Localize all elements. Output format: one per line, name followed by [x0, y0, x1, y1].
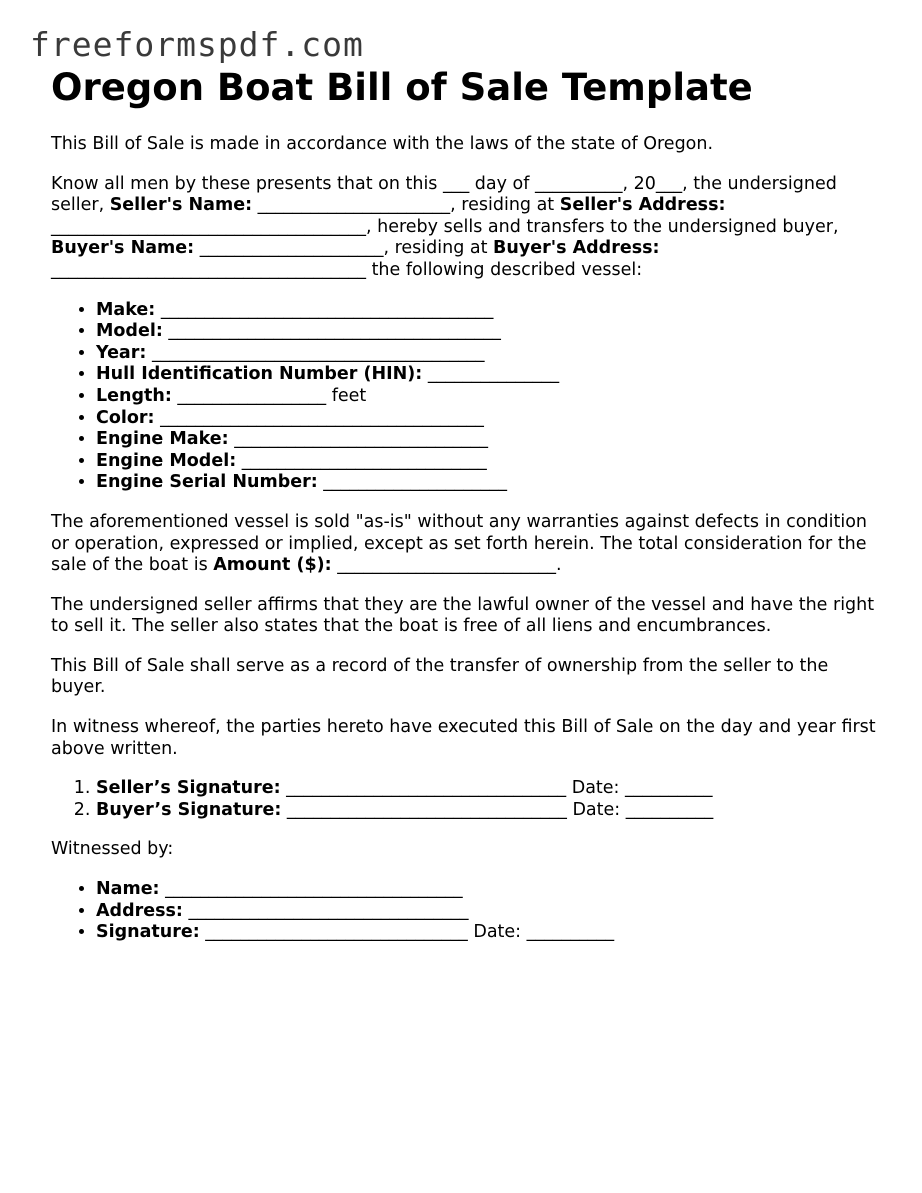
field-engine-serial: [96, 472, 881, 494]
field-blank: _____________________________: [228, 429, 488, 450]
vessel-fields-list: [51, 300, 881, 494]
seller-address-blank: ____________________________________, hereby sells and transfers to the undersigned buyer,: [51, 216, 839, 237]
page-title: Oregon Boat Bill of Sale Template: [51, 66, 753, 109]
signature-label: Seller’s Signature:: [96, 778, 281, 799]
field-label: Length:: [96, 385, 172, 406]
field-label: Engine Serial Number:: [96, 472, 318, 493]
field-length: [96, 386, 881, 408]
field-label: Model:: [96, 321, 163, 342]
field-label: Hull Identification Number (HIN):: [96, 364, 423, 385]
presents-text-1: Know all men by these presents that on this ___ day of __________, 20___, the undersigned seller,: [51, 173, 837, 216]
field-blank: _____________________________________: [154, 407, 484, 428]
field-engine-model: [96, 451, 881, 473]
field-hin: [96, 364, 881, 386]
affirm-paragraph: The undersigned seller affirms that they are the lawful owner of the vessel and have the right to sell it. The seller also states that the boat is free of all liens and encumbrances.: [51, 594, 875, 637]
field-blank: ________________________________: [182, 900, 469, 921]
field-blank: ______________________________________: [162, 321, 501, 342]
field-label: Name:: [96, 879, 160, 900]
field-blank: _____________________: [317, 472, 508, 493]
buyer-name-blank: _____________________, residing at: [194, 238, 494, 259]
witness-statement: In witness whereof, the parties hereto have executed this Bill of Sale on the day and year first above written.: [51, 717, 876, 759]
buyer-address-label: Buyer's Address:: [493, 238, 660, 259]
field-model: [96, 321, 881, 343]
buyer-signature-line: [96, 800, 881, 822]
field-make: [96, 300, 881, 322]
field-blank: ______________________________________: [155, 299, 494, 320]
field-blank: ______________________________________: [146, 342, 485, 363]
seller-signature-line: [96, 778, 881, 800]
field-blank: __________________________________: [159, 879, 463, 900]
signature-label: Buyer’s Signature:: [96, 799, 282, 820]
field-blank: _______________: [422, 364, 560, 385]
field-label: Engine Make:: [96, 429, 229, 450]
as-is-text: The aforementioned vessel is sold "as-is" without any warranties against defects in condition or operation, expressed or implied, except as set forth herein. The total consideration for the sale of the boat is: [51, 511, 868, 576]
signature-blank: ________________________________ Date: __________: [281, 799, 714, 820]
witnessed-by-heading: Witnessed by:: [51, 839, 174, 860]
witness-fields-list: [51, 879, 881, 944]
amount-blank: _________________________.: [331, 555, 562, 576]
field-color: [96, 408, 881, 430]
witness-name: [96, 879, 881, 901]
field-year: [96, 343, 881, 365]
intro-paragraph: This Bill of Sale is made in accordance with the laws of the state of Oregon.: [51, 134, 714, 154]
buyer-address-blank: ____________________________________ the following described vessel:: [51, 259, 643, 280]
field-label: Signature:: [96, 922, 200, 943]
field-label: Make:: [96, 299, 156, 320]
field-label: Engine Model:: [96, 450, 237, 471]
seller-name-label: Seller's Name:: [109, 195, 253, 216]
record-paragraph: This Bill of Sale shall serve as a record of the transfer of ownership from the seller to the buyer.: [51, 655, 829, 698]
presents-paragraph: [51, 174, 881, 282]
seller-address-label: Seller's Address:: [559, 195, 726, 216]
field-blank: ______________________________ Date: __________: [199, 922, 615, 943]
field-label: Year:: [96, 342, 147, 363]
witness-signature: [96, 922, 881, 944]
field-label: Color:: [96, 407, 155, 428]
seller-name-blank: ______________________, residing at: [252, 195, 560, 216]
field-blank: ____________________________: [236, 450, 487, 471]
signature-blank: ________________________________ Date: __________: [280, 778, 713, 799]
buyer-name-label: Buyer's Name:: [51, 238, 195, 259]
witness-address: [96, 901, 881, 923]
field-engine-make: [96, 429, 881, 451]
as-is-paragraph: [51, 512, 881, 577]
document-body: [51, 66, 881, 962]
field-label: Address:: [96, 900, 183, 921]
watermark-text: freeformspdf.com: [30, 25, 364, 64]
amount-label: Amount ($):: [213, 555, 332, 576]
signature-list: [51, 778, 881, 821]
field-blank: _________________ feet: [171, 385, 367, 406]
